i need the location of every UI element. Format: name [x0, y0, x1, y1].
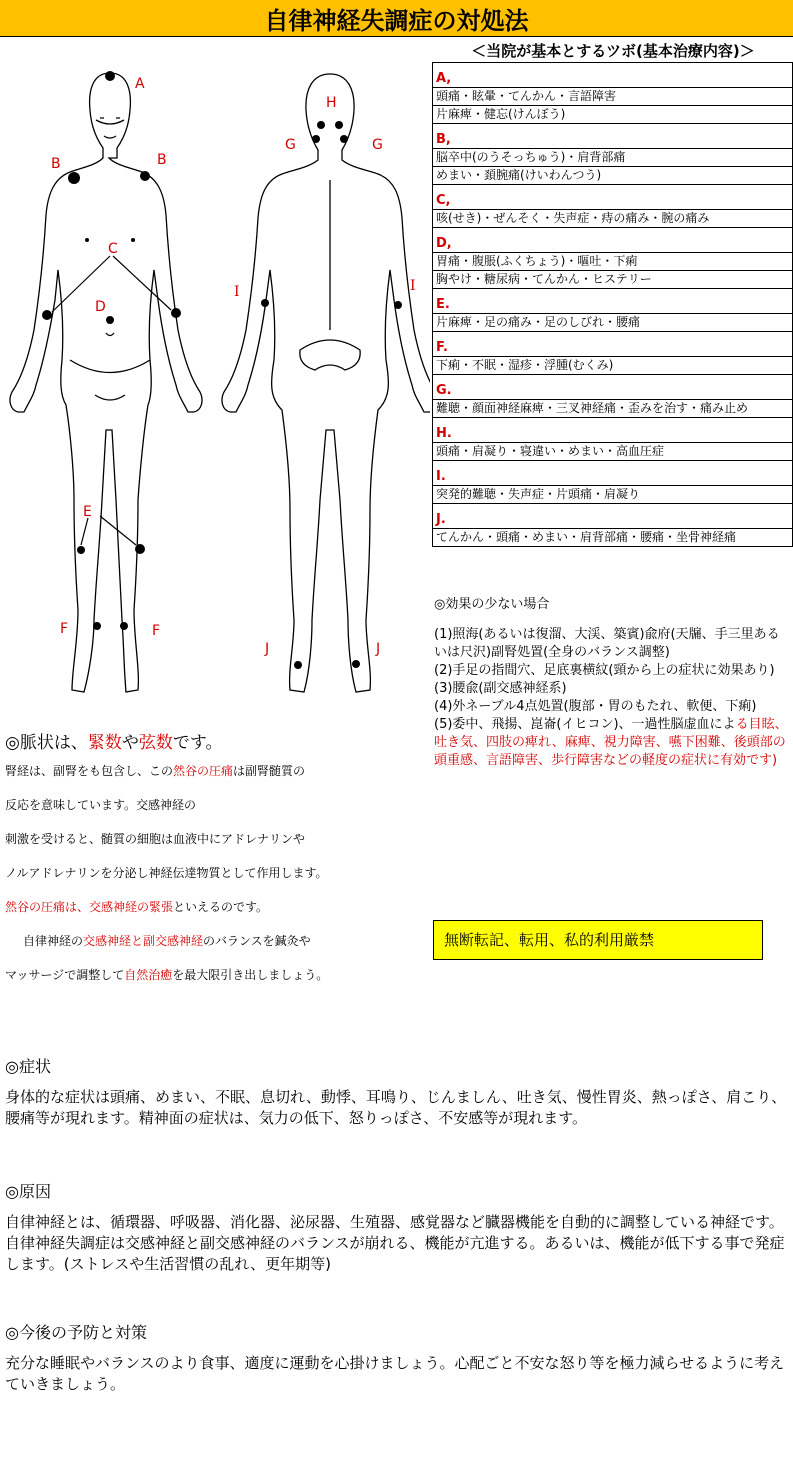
pulse-line-6: 自律神経の交感神経と副交感神経のバランスを鍼灸や	[23, 934, 311, 948]
tsubo-effect-line: てんかん・頭痛・めまい・肩背部痛・腰痛・坐骨神経痛	[433, 529, 793, 547]
label-i-right: I	[410, 278, 416, 294]
tsubo-label: J.	[433, 504, 793, 529]
label-j-left: J	[265, 641, 270, 657]
tsubo-effect-line: 片麻痺・健忘(けんぼう)	[433, 106, 793, 124]
label-a: A	[135, 76, 145, 92]
tsubo-effect-line: 胸やけ・糖尿病・てんかん・ヒステリー	[433, 271, 793, 289]
effect-item-5	[434, 716, 790, 770]
page-title-bar	[0, 0, 793, 37]
tsubo-label: H.	[433, 418, 793, 443]
prevention-section	[5, 1322, 790, 1395]
pulse-heading	[5, 728, 222, 753]
cause-heading: ◎原因	[5, 1182, 51, 1201]
copyright-warning: 無断転記、転用、私的利用厳禁	[433, 920, 763, 960]
label-f-right: F	[152, 623, 161, 639]
prevention-text: 充分な睡眠やバランスのより食事、適度に運動を心掛けましょう。心配ごと不安な怒り等を極力減らせるように考えていきましょう。	[5, 1354, 785, 1393]
pulse-heading-part: です。	[172, 733, 223, 753]
tsubo-label: C,	[433, 185, 793, 210]
effect-heading: ◎効果の少ない場合	[434, 597, 550, 612]
tsubo-label: D,	[433, 228, 793, 253]
symptoms-text: 身体的な症状は頭痛、めまい、不眠、息切れ、動悸、耳鳴り、じんましん、吐き気、慢性胃炎、熱っぽさ、肩こり、腰痛等が現れます。精神面の症状は、気力の低下、怒りっぽさ、不安感等が現れます。	[5, 1088, 787, 1127]
back-body-outline	[222, 74, 430, 692]
effect-item-3: (3)腰兪(副交感神経系)	[434, 681, 567, 696]
tsubo-effect-line: 胃痛・腹脹(ふくちょう)・嘔吐・下痢	[433, 253, 793, 271]
front-body-outline	[10, 73, 202, 692]
label-h: H	[326, 95, 337, 111]
cause-text: 自律神経とは、循環器、呼吸器、消化器、泌尿器、生殖器、感覚器など臓器機能を自動的に調整している神経です。自律神経失調症は交感神経と副交感神経のバランスが崩れる、機能が亢進する。あるいは、機能が低下する事で発症します。(ストレスや生活習慣の乱れ、更年期等)	[5, 1213, 785, 1273]
effect-item-5-highlight: る目眩、吐き気、四肢の痺れ、麻痺、視力障害、嚥下困難、後頭部の頭重感、言語障害、歩行障害などの軽度の症状に有効です)	[434, 717, 788, 768]
symptoms-heading: ◎症状	[5, 1057, 51, 1076]
effect-section	[434, 596, 790, 770]
cause-section	[5, 1181, 790, 1275]
tsubo-effect-line: 突発的難聴・失声症・片頭痛・肩凝り	[433, 486, 793, 504]
tsubo-label: G.	[433, 375, 793, 400]
pulse-line-4: ノルアドレナリンを分泌し神経伝達物質として作用します。	[5, 866, 328, 880]
label-d: D	[95, 299, 106, 315]
label-f-left: F	[60, 621, 69, 637]
tsubo-label: I.	[433, 461, 793, 486]
effect-item-2: (2)手足の指間穴、足底裏横紋(頸から上の症状に効果あり)	[434, 663, 775, 678]
label-c: C	[108, 241, 118, 257]
pulse-line-1: 腎経は、副腎をも包含し、この然谷の圧痛は副腎髄質の	[5, 764, 306, 778]
tsubo-effect-line: 頭痛・眩暈・てんかん・言語障害	[433, 88, 793, 106]
pulse-line-7: マッサージで調整して自然治癒を最大限引き出しましょう。	[5, 968, 329, 982]
tsubo-label: B,	[433, 124, 793, 149]
body-figures	[0, 40, 430, 710]
tsubo-effect-line: 下痢・不眠・湿疹・浮腫(むくみ)	[433, 357, 793, 375]
effect-item-1: (1)照海(あるいは復溜、大渓、築賓)兪府(天牖、手三里あるいは尺沢)副腎処置(全身のバランス調整)	[434, 627, 780, 660]
label-b-right: B	[157, 152, 167, 168]
tsubo-effect-line: 頭痛・肩凝り・寝違い・めまい・高血圧症	[433, 443, 793, 461]
label-g-left: G	[285, 137, 296, 153]
tsubo-label: E.	[433, 289, 793, 314]
label-e: E	[83, 504, 92, 520]
tsubo-effect-line: 片麻痺・足の痛み・足のしびれ・腰痛	[433, 314, 793, 332]
tsubo-effect-line: 難聴・顔面神経麻痺・三叉神経痛・歪みを治す・痛み止め	[433, 400, 793, 418]
tsubo-heading: ＜当院が基本とするツボ(基本治療内容)＞	[471, 42, 755, 60]
symptoms-section	[5, 1056, 790, 1129]
label-j-right: J	[376, 641, 381, 657]
tsubo-effect-line: めまい・頚腕痛(けいわんつう)	[433, 167, 793, 185]
tsubo-label: A,	[433, 63, 793, 88]
pulse-line-5: 然谷の圧痛は、交感神経の緊張といえるのです。	[5, 900, 269, 914]
pulse-heading-red: 弦数	[138, 733, 173, 753]
pulse-line-2: 反応を意味しています。交感神経の	[5, 798, 197, 812]
acupoint-labels	[51, 76, 416, 657]
label-g-right: G	[372, 137, 383, 153]
effect-item-5-text: (5)委中、飛揚、崑崙(イヒコン)、一過性脳虚血によ	[434, 717, 736, 732]
prevention-heading: ◎今後の予防と対策	[5, 1323, 147, 1342]
pulse-body	[5, 760, 425, 998]
pulse-heading-part: や	[121, 733, 139, 753]
label-i-left: I	[234, 284, 240, 300]
tsubo-effect-line: 咳(せき)・ぜんそく・失声症・痔の痛み・腕の痛み	[433, 210, 793, 228]
pulse-line-3: 刺激を受けると、髄質の細胞は血液中にアドレナリンや	[5, 832, 306, 846]
label-b-left: B	[51, 156, 61, 172]
tsubo-effect-line: 脳卒中(のうそっちゅう)・肩背部痛	[433, 149, 793, 167]
pulse-heading-part: ◎脈状は、	[5, 733, 88, 753]
pulse-heading-red: 緊数	[87, 733, 122, 753]
page-title: 自律神経失調症の対処法	[264, 6, 529, 35]
tsubo-label: F.	[433, 332, 793, 357]
effect-item-4: (4)外ネーブル4点処置(腹部・胃のもたれ、軟便、下痢)	[434, 699, 757, 714]
tsubo-table	[432, 62, 793, 547]
